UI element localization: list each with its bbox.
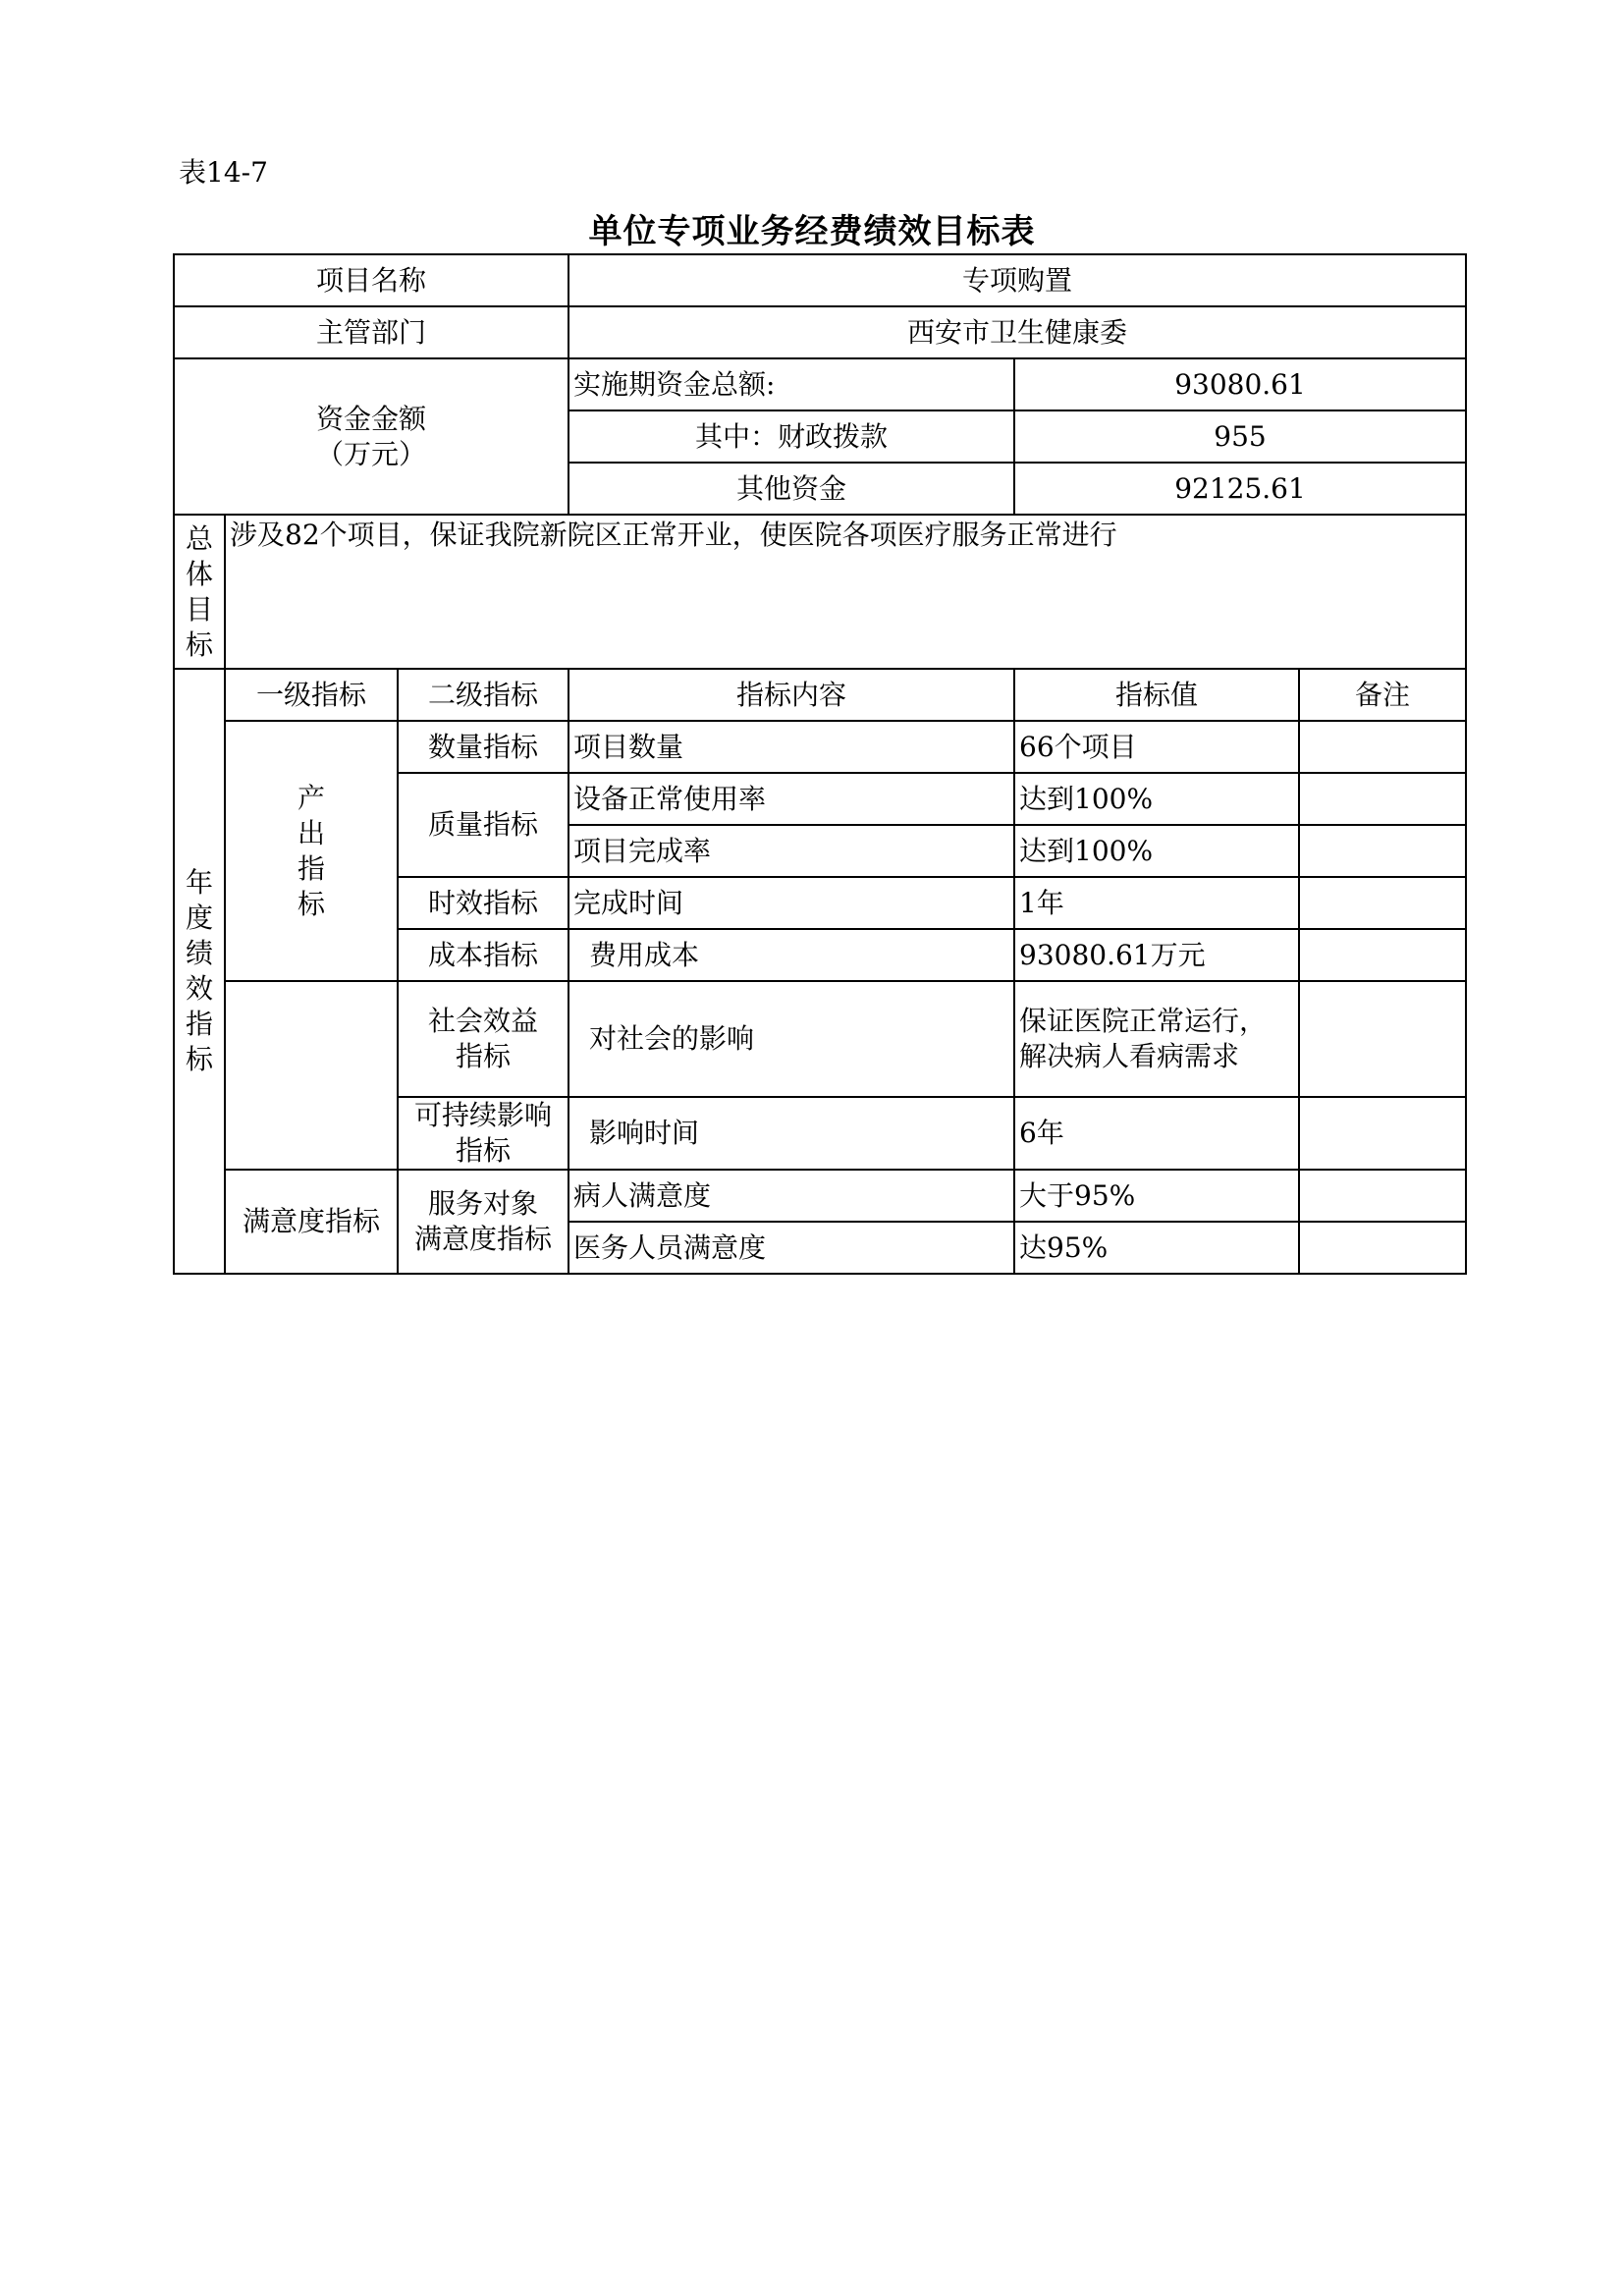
quality-content-1: 设备正常使用率 [568,773,1014,825]
total-funds-value: 93080.61 [1014,358,1466,410]
timeliness-value: 1年 [1014,877,1299,929]
quality-content-2: 项目完成率 [568,825,1014,877]
header-level2: 二级指标 [398,669,568,721]
fiscal-funds-value: 955 [1014,410,1466,463]
satisfaction-level1-label: 满意度指标 [225,1170,398,1274]
timeliness-content: 完成时间 [568,877,1014,929]
satisfaction-content-1: 病人满意度 [568,1170,1014,1222]
funds-label-line1: 资金金额 [315,402,426,435]
other-funds-value: 92125.61 [1014,463,1466,515]
header-content: 指标内容 [568,669,1014,721]
quality-value-2: 达到100% [1014,825,1299,877]
sustainability-label: 可持续影响 指标 [398,1097,568,1170]
header-remark: 备注 [1299,669,1466,721]
project-name-row [174,254,1466,306]
overall-goal-text: 涉及82个项目，保证我院新院区正常开业，使医院各项医疗服务正常进行 [225,515,1466,669]
satisfaction-remark-1 [1299,1170,1466,1222]
header-level1: 一级指标 [225,669,398,721]
department-label: 主管部门 [174,306,568,358]
cost-label: 成本指标 [398,929,568,981]
total-funds-label: 实施期资金总额: [568,358,1014,410]
social-benefit-row [174,981,1466,1097]
header-value: 指标值 [1014,669,1299,721]
social-benefit-label: 社会效益 指标 [398,981,568,1097]
quantity-content: 项目数量 [568,721,1014,773]
satisfaction-remark-2 [1299,1222,1466,1274]
timeliness-label: 时效指标 [398,877,568,929]
benefit-level1-blank [225,981,398,1170]
quality-remark-1 [1299,773,1466,825]
project-name-value: 专项购置 [568,254,1466,306]
cost-value: 93080.61万元 [1014,929,1299,981]
overall-goal-label: 总 体 目 标 [174,515,225,669]
satisfaction-content-2: 医务人员满意度 [568,1222,1014,1274]
sustainability-content: 影响时间 [568,1097,1014,1170]
fiscal-funds-label: 其中：财政拨款 [568,410,1014,463]
quantity-row [174,721,1466,773]
funds-label-line2: （万元） [315,437,426,470]
satisfaction-value-1: 大于95% [1014,1170,1299,1222]
quantity-value: 66个项目 [1014,721,1299,773]
satisfaction-level2-label: 服务对象 满意度指标 [398,1170,568,1274]
table-number: 表14-7 [179,156,268,189]
satisfaction-value-2: 达95% [1014,1222,1299,1274]
quantity-label: 数量指标 [398,721,568,773]
quantity-remark [1299,721,1466,773]
cost-content: 费用成本 [568,929,1014,981]
document-title: 单位专项业务经费绩效目标表 [588,212,1036,251]
department-value: 西安市卫生健康委 [568,306,1466,358]
timeliness-remark [1299,877,1466,929]
social-benefit-remark [1299,981,1466,1097]
overall-goal-row [174,515,1466,669]
performance-target-table [173,253,1467,1275]
indicator-header-row [174,669,1466,721]
sustainability-remark [1299,1097,1466,1170]
quality-label: 质量指标 [398,773,568,877]
project-name-label: 项目名称 [174,254,568,306]
other-funds-label: 其他资金 [568,463,1014,515]
quality-value-1: 达到100% [1014,773,1299,825]
output-indicator-label: 产 出 指 标 [225,721,398,981]
satisfaction-row-1 [174,1170,1466,1222]
social-benefit-content: 对社会的影响 [568,981,1014,1097]
social-benefit-value: 保证医院正常运行， 解决病人看病需求 [1014,981,1299,1097]
funds-total-row [174,358,1466,410]
funds-label [174,358,568,515]
annual-indicator-label: 年 度 绩 效 指 标 [174,669,225,1274]
quality-remark-2 [1299,825,1466,877]
cost-remark [1299,929,1466,981]
sustainability-value: 6年 [1014,1097,1299,1170]
department-row [174,306,1466,358]
